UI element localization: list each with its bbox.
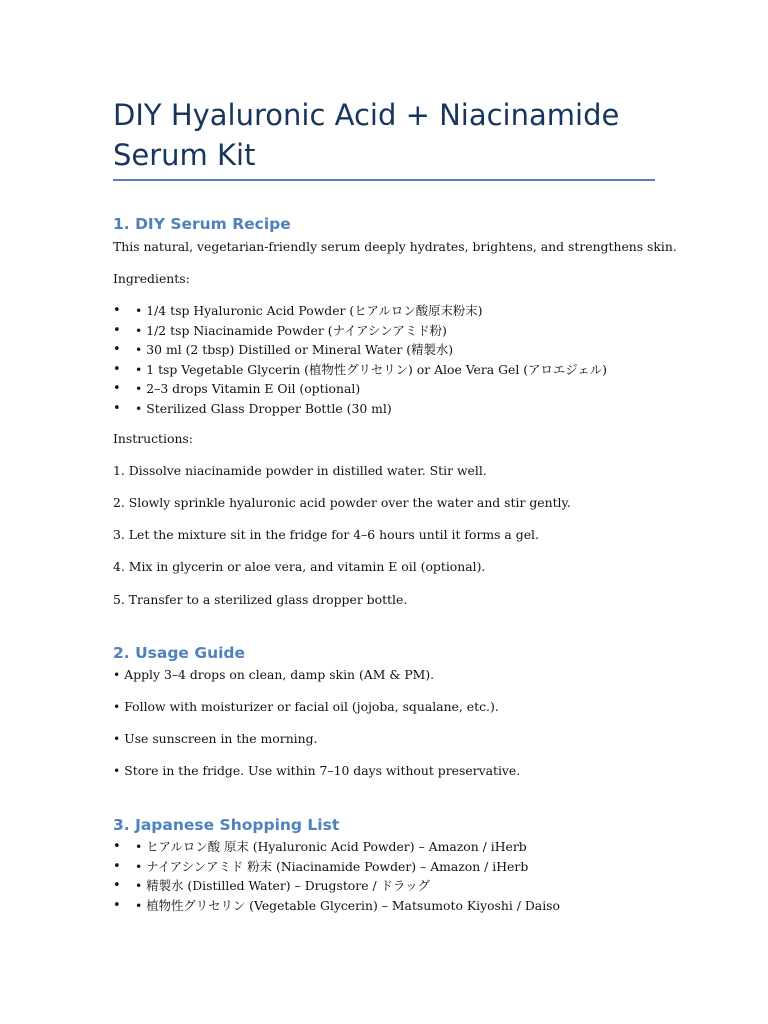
ingredient-text: • 1/4 tsp Hyaluronic Acid Powder (ヒアルロン酸原末粉末) [135,303,483,318]
section-heading-shopping: 3. Japanese Shopping List [113,816,340,834]
recipe-intro: This natural, vegetarian-friendly serum deeply hydrates, brightens, and strengthens skin. [113,239,677,254]
instruction-step: 1. Dissolve niacinamide powder in distilled water. Stir well. [113,463,487,478]
ingredient-text: • 2–3 drops Vitamin E Oil (optional) [135,381,361,396]
list-item [113,857,560,877]
instruction-step: 4. Mix in glycerin or aloe vera, and vitamin E oil (optional). [113,559,486,574]
ingredient-text: • Sterilized Glass Dropper Bottle (30 ml) [135,400,392,416]
list-item [113,360,607,380]
bullet-icon: • [113,361,121,377]
instruction-step: 2. Slowly sprinkle hyaluronic acid powder over the water and stir gently. [113,495,571,510]
document-title: DIY Hyaluronic Acid + Niacinamide Serum Kit [113,98,620,172]
shopping-item-text: • ナイアシンアミド 粉末 (Niacinamide Powder) – Amazon / iHerb [135,858,529,874]
list-item [113,837,560,857]
bullet-icon: • [113,303,121,318]
bullet-icon: • [113,381,121,396]
instructions-label: Instructions: [113,431,193,446]
shopping-item-text: • ヒアルロン酸 原末 (Hyaluronic Acid Powder) – Amazon / iHerb [135,839,527,854]
ingredient-text: • 1/2 tsp Niacinamide Powder (ナイアシンアミド粉) [135,322,447,338]
shopping-list [113,837,560,915]
usage-item: • Apply 3–4 drops on clean, damp skin (AM & PM). [113,667,435,682]
bullet-icon: • [113,858,121,874]
bullet-icon: • [113,897,121,913]
list-item [113,876,560,896]
bullet-icon: • [113,322,121,338]
section-heading-usage: 2. Usage Guide [113,644,246,662]
list-item [113,340,607,360]
usage-item: • Follow with moisturizer or facial oil (jojoba, squalane, etc.). [113,699,499,714]
list-item [113,896,560,916]
ingredients-list [113,301,607,418]
usage-item: • Store in the fridge. Use within 7–10 days without preservative. [113,763,521,778]
instruction-step: 5. Transfer to a sterilized glass dropper bottle. [113,592,408,607]
list-item [113,379,607,399]
bullet-icon: • [113,878,121,893]
bullet-icon: • [113,342,121,357]
title-underline [113,179,655,181]
ingredient-text: • 1 tsp Vegetable Glycerin (植物性グリセリン) or Aloe Vera Gel (アロエジェル) [135,361,608,377]
usage-item: • Use sunscreen in the morning. [113,731,318,746]
section-heading-recipe: 1. DIY Serum Recipe [113,215,291,233]
ingredients-label: Ingredients: [113,271,190,286]
instruction-step: 3. Let the mixture sit in the fridge for 4–6 hours until it forms a gel. [113,527,539,542]
bullet-icon: • [113,400,121,416]
list-item [113,321,607,341]
ingredient-text: • 30 ml (2 tbsp) Distilled or Mineral Water (精製水) [135,342,454,357]
shopping-item-text: • 植物性グリセリン (Vegetable Glycerin) – Matsumoto Kiyoshi / Daiso [135,897,560,913]
list-item [113,399,607,419]
bullet-icon: • [113,839,121,854]
shopping-item-text: • 精製水 (Distilled Water) – Drugstore / ドラッグ [135,878,430,893]
list-item [113,301,607,321]
